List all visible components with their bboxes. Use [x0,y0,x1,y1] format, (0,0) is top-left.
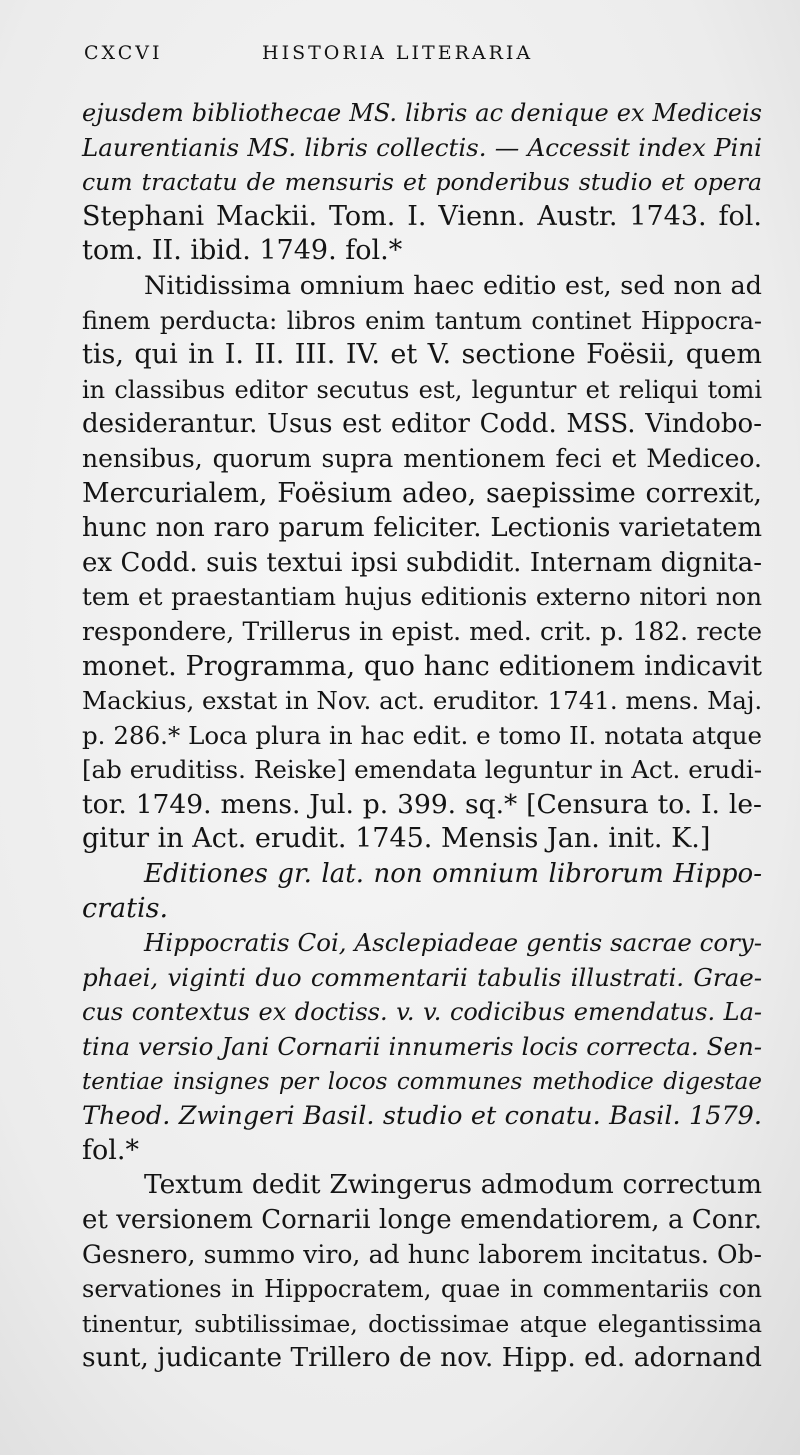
page-header [84,42,740,82]
text-line: cum tractatu de mensuris et ponderibus studio et opera [82,168,762,197]
text-line: sunt, judicante Trillero de nov. Hipp. ed. adornand [82,1342,762,1374]
text-line: p. 286.* Loca plura in hac edit. e tomo II. notata atque [82,720,762,750]
text-line: Editiones gr. lat. non omnium librorum Hippo- [144,859,762,890]
text-line: tem et praestantiam hujus editionis externo nitori non [82,582,762,612]
text-line: tentiae insignes per locos communes methodice digestae [82,1068,762,1095]
text-line: Nitidissima omnium haec editio est, sed non ad [144,270,762,301]
text-line: ejusdem bibliothecae MS. libris ac denique ex Mediceis [82,99,762,127]
text-line: Stephani Mackii. Tom. I. Vienn. Austr. 1743. fol. [82,200,762,232]
text-line: servationes in Hippocratem, quae in commentariis con [82,1275,762,1304]
text-line: ex Codd. suis textui ipsi subdidit. Internam dignita- [82,547,762,578]
text-line: tom. II. ibid. 1749. fol.* [82,235,403,267]
text-line: tinentur, subtilissimae, doctissimae atque elegantissima [82,1309,762,1338]
text-line: Theod. Zwingeri Basil. studio et conatu. Basil. 1579. [82,1101,762,1132]
body-text [82,96,762,1376]
text-line: fol.* [82,1134,139,1166]
text-line: tina versio Jani Cornarii innumeris locis correcta. Sen- [82,1032,762,1062]
text-line: Laurentianis MS. libris collectis. — Accessit index Pini [82,132,762,162]
text-line: finem perducta: libros enim tantum continet Hippocra- [82,306,762,335]
text-line: nensibus, quorum supra mentionem feci et Mediceo. [82,443,762,473]
text-line: cratis. [82,892,169,924]
text-line: [ab eruditiss. Reiske] emendata leguntur in Act. erudi- [82,755,762,785]
text-line: desiderantur. Usus est editor Codd. MSS. Vindobo- [82,409,762,440]
text-line: Mercurialem, Foësium adeo, saepissime correxit, [82,477,762,509]
text-line: tis, qui in I. II. III. IV. et V. sectione Foësii, quem [82,339,762,371]
text-line: gitur in Act. erudit. 1745. Mensis Jan. init. K.] [82,823,711,855]
text-line: cus contextus ex doctiss. v. v. codicibus emendatus. La- [82,998,762,1027]
text-line: Hippocratis Coi, Asclepiadeae gentis sacrae cory- [144,928,762,958]
page-number: CXCVI [84,42,163,64]
text-line: Textum dedit Zwingerus admodum correctum [144,1169,762,1201]
running-title: HISTORIA LITERARIA [262,42,534,64]
text-line: et versionem Cornarii longe emendatiorem, a Conr. [82,1205,762,1235]
text-line: respondere, Trillerus in epist. med. crit. p. 182. recte [82,616,762,646]
text-line: in classibus editor secutus est, leguntur et reliqui tomi [82,375,762,404]
text-line: Gesnero, summo viro, ad hunc laborem incitatus. Ob- [82,1239,762,1269]
text-line: tor. 1749. mens. Jul. p. 399. sq.* [Censura to. I. le- [82,788,762,820]
text-line: monet. Programma, quo hanc editionem indicavit [82,650,762,682]
text-line: Mackius, exstat in Nov. act. eruditor. 1741. mens. Maj. [82,686,763,716]
text-line: hunc non raro parum feliciter. Lectionis varietatem [82,513,762,544]
text-line: phaei, viginti duo commentarii tabulis illustrati. Grae- [82,962,762,992]
